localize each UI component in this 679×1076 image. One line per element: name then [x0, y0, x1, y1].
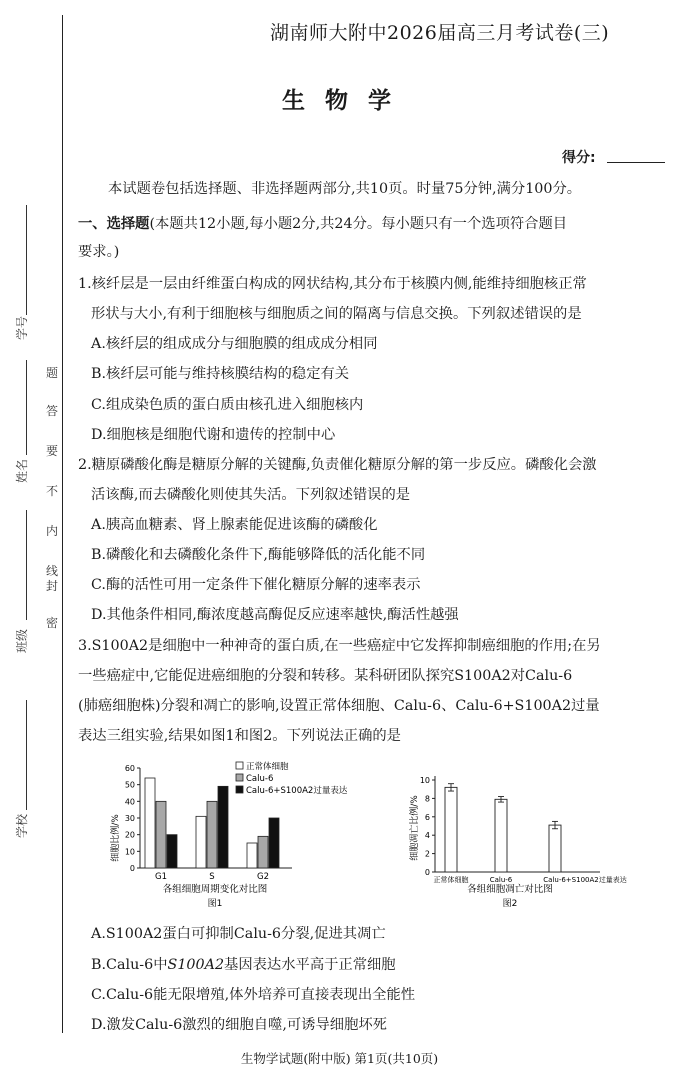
section-heading: 一、选择题: [78, 216, 150, 232]
fig1-legend-label: 正常体细胞: [246, 762, 289, 772]
seal-char: 内: [46, 524, 59, 538]
fig2-xtick-label: Calu-6: [489, 876, 513, 884]
seal-char: 题: [46, 366, 59, 380]
fig1-xtick-label: G2: [257, 872, 269, 882]
fig1-ytick-label: 40: [124, 797, 135, 807]
q3-option-b-post: 基因表达水平高于正常细胞: [224, 957, 396, 973]
fig1-bar-G2-0: [247, 843, 257, 868]
fig2-ytick-label: 2: [424, 849, 430, 859]
fig1-ytick-label: 0: [129, 864, 135, 873]
exam-title: 湖南师大附中2026届高三月考试卷(三): [270, 22, 610, 44]
q3-stem: 一些癌症中,它能促进癌细胞的分裂和转移。某科研团队探究S100A2对Calu-6: [78, 668, 573, 684]
fig1-bar-G2-2: [269, 818, 279, 868]
q1-option-c: C.组成染色质的蛋白质由核孔进入细胞核内: [91, 397, 364, 413]
seal-char: 不: [46, 484, 59, 498]
fig1-bar-S-0: [196, 816, 206, 868]
section-desc: (本题共12小题,每小题2分,共24分。每小题只有一个选项符合题目: [149, 216, 568, 232]
intro-text: 本试题卷包括选择题、非选择题两部分,共10页。时量75分钟,满分100分。: [108, 181, 582, 197]
q3-option-b-gene: S100A2: [167, 957, 225, 973]
fig2-xtick-label: 正常体细胞: [433, 876, 469, 884]
fig1-xtick-label: G1: [155, 872, 167, 882]
fig2-bar-0: [445, 787, 457, 872]
fig2-ytick-label: 6: [424, 812, 430, 822]
fig2-ytick-label: 0: [424, 868, 430, 877]
field-line-name: [26, 360, 27, 455]
field-label-student-id: 学号: [15, 315, 30, 341]
field-label-class: 班级: [15, 628, 30, 654]
fig2-bar-2: [549, 825, 561, 872]
fig2-caption: 图2: [502, 899, 518, 909]
q1-stem: 形状与大小,有利于细胞核与细胞质之间的隔离与信息交换。下列叙述错误的是: [91, 306, 582, 322]
field-line-school: [26, 700, 27, 810]
fig1-bar-S-1: [207, 801, 217, 868]
q2-option-a: A.胰高血糖素、肾上腺素能促进该酶的磷酸化: [91, 517, 378, 533]
fig2-ytick-label: 4: [424, 831, 430, 841]
seal-char: 要: [46, 444, 59, 458]
fig2-bar-1: [495, 799, 507, 872]
fig1-legend-label: Calu-6: [246, 774, 274, 784]
subject-title: 生 物 学: [281, 88, 397, 114]
fig1-ylabel: 细胞比例/%: [111, 814, 121, 862]
figure-2-chart: [405, 768, 640, 916]
field-label-school: 学校: [15, 813, 30, 839]
field-line-student-id: [26, 205, 27, 315]
fig1-ytick-label: 20: [124, 830, 135, 840]
fig1-legend-swatch: [236, 774, 243, 781]
fig2-ylabel: 细胞凋亡比例/%: [410, 795, 420, 861]
q2-option-b: B.磷酸化和去磷酸化条件下,酶能够降低的活化能不同: [91, 547, 426, 563]
q3-option-b: [91, 956, 396, 974]
figure-1-chart: [100, 758, 400, 916]
q3-stem: (肺癌细胞株)分裂和凋亡的影响,设置正常体细胞、Calu-6、Calu-6+S100A2过量: [78, 698, 600, 714]
fig1-title: 各组细胞周期变化对比图: [162, 884, 268, 895]
fig1-legend-label: Calu-6+S100A2过量表达: [246, 786, 348, 796]
binding-line: [62, 15, 63, 1033]
q1-option-b: B.核纤层可能与维持核膜结构的稳定有关: [91, 366, 350, 382]
fig1-bar-G1-0: [145, 778, 155, 868]
q3-option-c: C.Calu-6能无限增殖,体外培养可直接表现出全能性: [91, 987, 416, 1003]
q1-stem: 1.核纤层是一层由纤维蛋白构成的网状结构,其分布于核膜内侧,能维持细胞核正常: [78, 276, 587, 292]
page-footer: 生物学试题(附中版) 第1页(共10页): [240, 1051, 439, 1066]
fig1-legend-swatch: [236, 786, 243, 793]
q2-stem: 活该酶,而去磷酸化则使其失活。下列叙述错误的是: [91, 487, 411, 503]
q3-option-b-pre: B.Calu-6中: [91, 957, 168, 973]
q1-option-a: A.核纤层的组成成分与细胞膜的组成成分相同: [91, 336, 378, 352]
q3-stem: 表达三组实验,结果如图1和图2。下列说法正确的是: [78, 728, 401, 744]
fig1-legend-swatch: [236, 762, 243, 769]
q1-option-d: D.细胞核是细胞代谢和遗传的控制中心: [91, 427, 336, 443]
fig2-title: 各组细胞凋亡对比图: [467, 884, 553, 895]
seal-char: 答: [46, 404, 59, 418]
seal-char: 封: [46, 579, 59, 593]
fig1-ytick-label: 30: [124, 814, 135, 823]
fig1-xtick-label: S: [209, 872, 215, 882]
field-label-name: 姓名: [15, 458, 30, 484]
fig1-ytick-label: 10: [124, 847, 135, 857]
field-line-class: [26, 510, 27, 620]
section-heading-row: [78, 215, 567, 233]
q2-option-c: C.酶的活性可用一定条件下催化糖原分解的速率表示: [91, 577, 421, 593]
fig2-ytick-label: 8: [424, 794, 430, 804]
q3-option-a: A.S100A2蛋白可抑制Calu-6分裂,促进其凋亡: [91, 926, 386, 942]
q3-option-d: D.激发Calu-6激烈的细胞自噬,可诱导细胞坏死: [91, 1017, 387, 1033]
fig2-ytick-label: 10: [419, 776, 430, 785]
fig1-ytick-label: 50: [124, 780, 135, 790]
q2-option-d: D.其他条件相同,酶浓度越高酶促反应速率越快,酶活性越强: [91, 607, 459, 623]
score-blank: [607, 162, 665, 163]
seal-char: 线: [46, 564, 59, 578]
fig1-bar-G1-2: [167, 835, 177, 868]
fig1-bar-G1-1: [156, 801, 166, 868]
seal-char: 密: [46, 616, 59, 630]
section-desc-2: 要求。): [78, 244, 120, 260]
score-label: 得分:: [562, 150, 596, 166]
q2-stem: 2.糖原磷酸化酶是糖原分解的关键酶,负责催化糖原分解的第一步反应。磷酸化会激: [78, 457, 597, 473]
fig2-xtick-label: Calu-6+S100A2过量表达: [543, 876, 627, 884]
fig1-caption: 图1: [207, 899, 223, 909]
fig1-bar-G2-1: [258, 836, 268, 868]
fig1-bar-S-2: [218, 786, 228, 868]
q3-stem: 3.S100A2是细胞中一种神奇的蛋白质,在一些癌症中它发挥抑制癌细胞的作用;在另: [78, 638, 601, 654]
fig1-ytick-label: 60: [124, 764, 135, 773]
